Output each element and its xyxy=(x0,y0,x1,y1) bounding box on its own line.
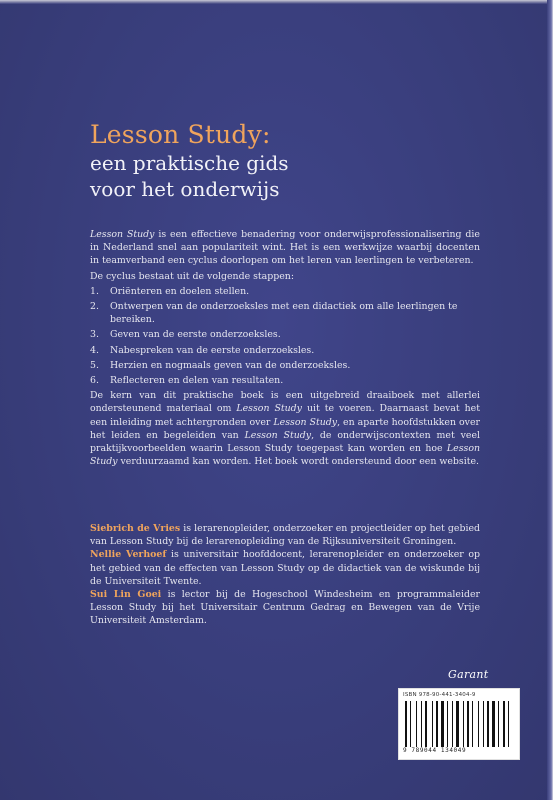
steps-list xyxy=(90,285,480,387)
title-line-2: een praktische gids xyxy=(90,151,289,175)
intro-text: is een effectieve benadering voor onderwijsprofessionalisering die in Nederland snel aan populariteit wint. Het is een werkwijze waarbij docenten in teamverband een cyclus doorlopen om het leren van leerlingen te verbeteren. xyxy=(90,229,480,267)
author-bio xyxy=(90,522,480,548)
barcode-bar xyxy=(508,701,509,747)
barcode-bar xyxy=(441,701,444,747)
intro-paragraph xyxy=(90,228,480,268)
step-number: 5. xyxy=(90,359,99,371)
barcode-bar xyxy=(503,701,505,747)
barcode-bar xyxy=(408,701,409,747)
core-text: , de onderwijscontexten met veel praktijkvoorbeelden waarin Lesson Study toegepast kan worden en hoe xyxy=(90,429,481,455)
barcode-bar xyxy=(410,701,411,747)
barcode-digits: 9 789044 134049 xyxy=(403,747,467,754)
cover-top-edge xyxy=(0,0,553,4)
barcode-bar xyxy=(439,701,440,747)
barcode-bar xyxy=(456,701,459,747)
barcode-bar xyxy=(492,701,495,747)
barcode-bar xyxy=(428,701,431,747)
blurb xyxy=(90,228,480,468)
author-bio-text: is universitair hoofddocent, lerarenopleider en onderzoeker op het gebied van de effecten van Lesson Study op de didactiek van de wiskunde bij de Universiteit Twente. xyxy=(90,549,480,587)
barcode-bar xyxy=(506,701,507,747)
barcode-bar xyxy=(447,701,448,747)
barcode-bar xyxy=(490,701,491,747)
book-title xyxy=(90,120,510,202)
step-number: 6. xyxy=(90,375,99,387)
barcode-bar xyxy=(460,701,462,747)
step-text: Ontwerpen van de onderzoeksles met een didactiek om alle leerlingen te bereiken. xyxy=(110,301,458,326)
list-item xyxy=(90,359,480,372)
barcode-bar xyxy=(449,701,451,747)
barcode-bar xyxy=(405,701,407,747)
core-paragraph xyxy=(90,389,480,468)
title-line-1: Lesson Study: xyxy=(90,120,271,149)
publisher-logo: Garant xyxy=(448,668,489,681)
barcode-bar xyxy=(487,701,489,747)
barcode-bar xyxy=(465,701,466,747)
step-text: Oriënteren en doelen stellen. xyxy=(110,285,250,297)
barcode-bar xyxy=(472,701,473,747)
author-bios xyxy=(90,522,480,628)
list-item xyxy=(90,328,480,341)
step-text: Geven van de eerste onderzoeksles. xyxy=(110,329,281,341)
core-emphasis: Lesson Study xyxy=(244,429,312,441)
barcode-bar xyxy=(436,701,438,747)
isbn-barcode-box xyxy=(398,688,520,760)
author-name: Sui Lin Goei xyxy=(90,589,162,601)
core-emphasis: Lesson Study xyxy=(90,443,480,468)
author-bio-text: is lector bij de Hogeschool Windesheim en programmaleider Lesson Study bij het Universitair Centrum Gedrag en Bewegen van de Vrije Universiteit Amsterdam. xyxy=(90,589,480,627)
list-item xyxy=(90,285,480,298)
barcode-bar xyxy=(432,701,433,747)
barcode-bar xyxy=(480,701,482,747)
barcode-bar xyxy=(467,701,469,747)
barcode-bar xyxy=(483,701,484,747)
title-line-3: voor het onderwijs xyxy=(90,177,280,201)
barcode-bar xyxy=(478,701,479,747)
step-text: Nabespreken van de eerste onderzoeksles. xyxy=(110,344,315,356)
barcode-bar xyxy=(463,701,464,747)
barcode-bar xyxy=(445,701,446,747)
author-bio xyxy=(90,548,480,588)
author-bio-text: is lerarenopleider, onderzoeker en projectleider op het gebied van Lesson Study bij de lerarenopleiding van de Rijksuniversiteit Groningen. xyxy=(90,523,480,548)
barcode-bar xyxy=(412,701,415,747)
intro-emphasis: Lesson Study xyxy=(90,229,155,240)
barcode-bar xyxy=(498,701,499,747)
barcode xyxy=(405,701,513,747)
step-text: Herzien en nogmaals geven van de onderzoeksles. xyxy=(110,359,351,371)
barcode-bar xyxy=(418,701,420,747)
step-number: 3. xyxy=(90,329,99,341)
barcode-bar xyxy=(434,701,435,747)
step-number: 4. xyxy=(90,344,99,356)
steps-intro: De cyclus bestaat uit de volgende stappen: xyxy=(90,270,295,282)
list-item xyxy=(90,344,480,357)
core-text: , en aparte hoofdstukken over het leiden en begeleiden van xyxy=(90,416,480,441)
core-text: uit te voeren. Daarnaast bevat het een inleiding met achtergronden over xyxy=(90,403,480,428)
barcode-bar xyxy=(500,701,502,747)
barcode-bar xyxy=(425,701,427,747)
core-emphasis: Lesson Study xyxy=(273,416,338,428)
barcode-bar xyxy=(496,701,497,747)
core-text: De kern van dit praktische boek is een uitgebreid draaiboek met allerlei ondersteunend materiaal om xyxy=(90,390,480,415)
barcode-bar xyxy=(485,701,486,747)
author-name: Nellie Verhoef xyxy=(90,549,167,561)
step-number: 1. xyxy=(90,285,99,297)
barcode-bar xyxy=(452,701,453,747)
barcode-bar xyxy=(416,701,417,747)
cover-right-edge xyxy=(547,0,553,800)
step-number: 2. xyxy=(90,301,99,313)
barcode-bar xyxy=(423,701,424,747)
core-emphasis: Lesson Study xyxy=(236,403,302,415)
core-text: verduurzaamd kan worden. Het boek wordt ondersteund door een website. xyxy=(117,456,480,468)
barcode-bar xyxy=(421,701,422,747)
author-bio xyxy=(90,588,480,628)
barcode-bar xyxy=(470,701,471,747)
isbn-label: ISBN 978-90-441-3404-9 xyxy=(403,692,476,698)
barcode-bar xyxy=(454,701,455,747)
step-text: Reflecteren en delen van resultaten. xyxy=(110,375,284,387)
barcode-bar xyxy=(474,701,477,747)
author-name: Siebrich de Vries xyxy=(90,523,181,534)
list-item xyxy=(90,300,480,326)
list-item xyxy=(90,374,480,387)
